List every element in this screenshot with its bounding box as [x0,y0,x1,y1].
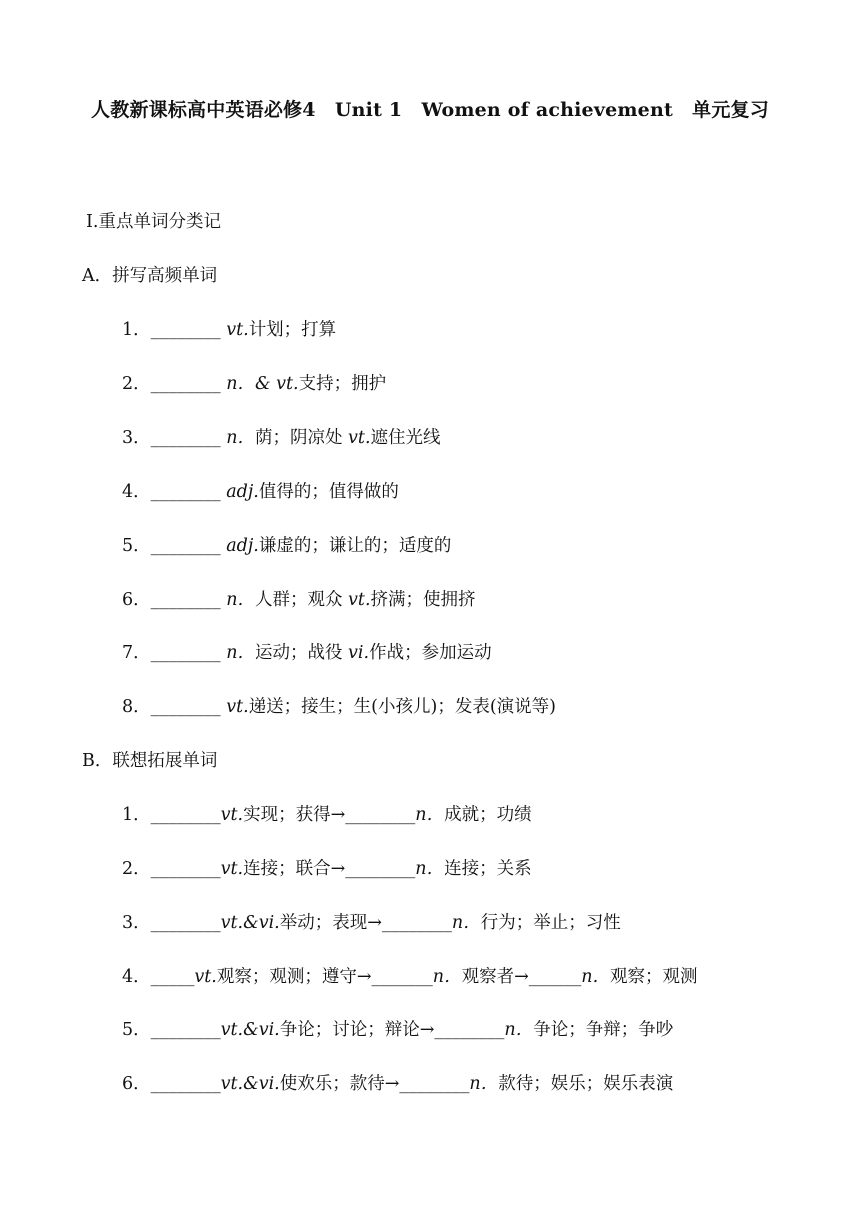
part-a-item-4 [122,479,399,505]
part-a-item-5 [122,533,451,559]
definition-2: 争论；争辩；争吵 [533,1020,674,1040]
section-heading-vocabulary: Ⅰ.重点单词分类记 [86,212,221,232]
item-number: 5． [122,1020,151,1040]
item-number: 7． [122,643,151,663]
answer-blank: ________ [150,482,221,502]
item-number: 3． [122,428,151,448]
answer-blank: ________ [150,374,221,394]
part-b-item-5 [122,1017,673,1043]
item-number: 8． [122,697,151,717]
definition: 使欢乐；款待→ [279,1074,400,1094]
part-a-item-2 [122,371,386,397]
answer-blank: ________ [150,536,221,556]
part-of-speech: adj. [220,482,259,502]
definition: 计划；打算 [248,320,337,340]
definition: 人群；观众 [254,590,349,610]
item-number: 2． [122,859,151,879]
answer-blank: ________ [150,805,221,825]
answer-blank-2: ________ [434,1020,505,1040]
definition: 实现；获得→ [243,805,346,825]
definition-2: 遮住光线 [370,428,441,448]
part-of-speech-2: vt. [348,428,371,448]
answer-blank: _____ [150,967,195,987]
part-of-speech: vt.&vi. [220,913,280,933]
part-b-item-3 [122,910,621,936]
answer-blank: ________ [150,590,221,610]
definition: 谦虚的；谦让的；适度的 [258,536,452,556]
item-number: 6． [122,1074,151,1094]
part-of-speech-2: n． [432,967,462,987]
definition: 支持；拥护 [298,374,387,394]
part-a-item-3 [122,425,441,451]
part-of-speech-2: vt. [348,590,371,610]
part-b-item-6 [122,1071,673,1097]
answer-blank: ________ [150,913,221,933]
part-of-speech: vt.&vi. [220,1020,280,1040]
definition: 连接；联合→ [243,859,346,879]
definition: 递送；接生；生(小孩儿)；发表(演说等) [248,697,556,717]
part-of-speech-3: n． [581,967,611,987]
answer-blank: ________ [150,697,221,717]
part-of-speech-2: n． [415,805,445,825]
part-of-speech-2: n． [415,859,445,879]
part-of-speech: n．& vt. [220,374,299,394]
answer-blank: ________ [150,320,221,340]
part-of-speech: vt. [220,859,244,879]
part-a-item-1 [122,317,336,343]
definition-2: 连接；关系 [444,859,532,879]
answer-blank-2: _______ [371,967,433,987]
part-of-speech-2: n． [504,1020,534,1040]
part-of-speech: vt. [220,320,249,340]
answer-blank-2: ________ [345,805,416,825]
answer-blank-2: ________ [399,1074,470,1094]
definition-2: 挤满；使拥挤 [370,590,476,610]
definition-2: 观察者→ [461,967,529,987]
item-number: 1． [122,805,151,825]
part-a-item-8 [122,694,556,720]
answer-blank-2: ________ [345,859,416,879]
item-number: 6． [122,590,151,610]
definition: 举动；表现→ [279,913,382,933]
item-number: 2． [122,374,151,394]
definition-2: 款待；娱乐；娱乐表演 [498,1074,674,1094]
answer-blank-2: ________ [381,913,452,933]
answer-blank: ________ [150,428,221,448]
part-of-speech: adj. [220,536,259,556]
part-of-speech-2: n． [451,913,481,933]
part-of-speech-2: n． [469,1074,499,1094]
part-a-item-6 [122,587,476,613]
definition-2: 成就；功绩 [444,805,532,825]
part-b-item-1 [122,802,532,828]
definition-3: 观察；观测 [610,967,698,987]
definition: 争论；讨论；辩论→ [279,1020,435,1040]
part-b-heading: B．联想拓展单词 [82,751,218,771]
answer-blank: ________ [150,1020,221,1040]
part-of-speech: n． [220,643,255,663]
part-b-item-2 [122,856,532,882]
definition: 观察；观测；遵守→ [216,967,372,987]
document-title: 人教新课标高中英语必修4 Unit 1 Women of achievement 单元复习 [91,99,769,121]
item-number: 3． [122,913,151,933]
part-of-speech: vt.&vi. [220,1074,280,1094]
answer-blank: ________ [150,643,221,663]
part-a-heading: A．拼写高频单词 [82,266,218,286]
part-of-speech-2: vi. [348,643,370,663]
definition: 荫；阴凉处 [254,428,349,448]
item-number: 1． [122,320,151,340]
part-of-speech: n． [220,590,255,610]
answer-blank: ________ [150,859,221,879]
definition-2: 作战；参加运动 [369,643,492,663]
item-number: 5． [122,536,151,556]
part-of-speech: vt. [194,967,217,987]
part-a-item-7 [122,640,492,666]
part-of-speech: n． [220,428,255,448]
part-of-speech: vt. [220,805,244,825]
answer-blank-3: ______ [528,967,582,987]
item-number: 4． [122,967,151,987]
part-b-item-4 [122,964,698,990]
answer-blank: ________ [150,1074,221,1094]
definition: 值得的；值得做的 [258,482,399,502]
definition-2: 行为；举止；习性 [480,913,621,933]
definition: 运动；战役 [254,643,349,663]
part-of-speech: vt. [220,697,249,717]
item-number: 4． [122,482,151,502]
